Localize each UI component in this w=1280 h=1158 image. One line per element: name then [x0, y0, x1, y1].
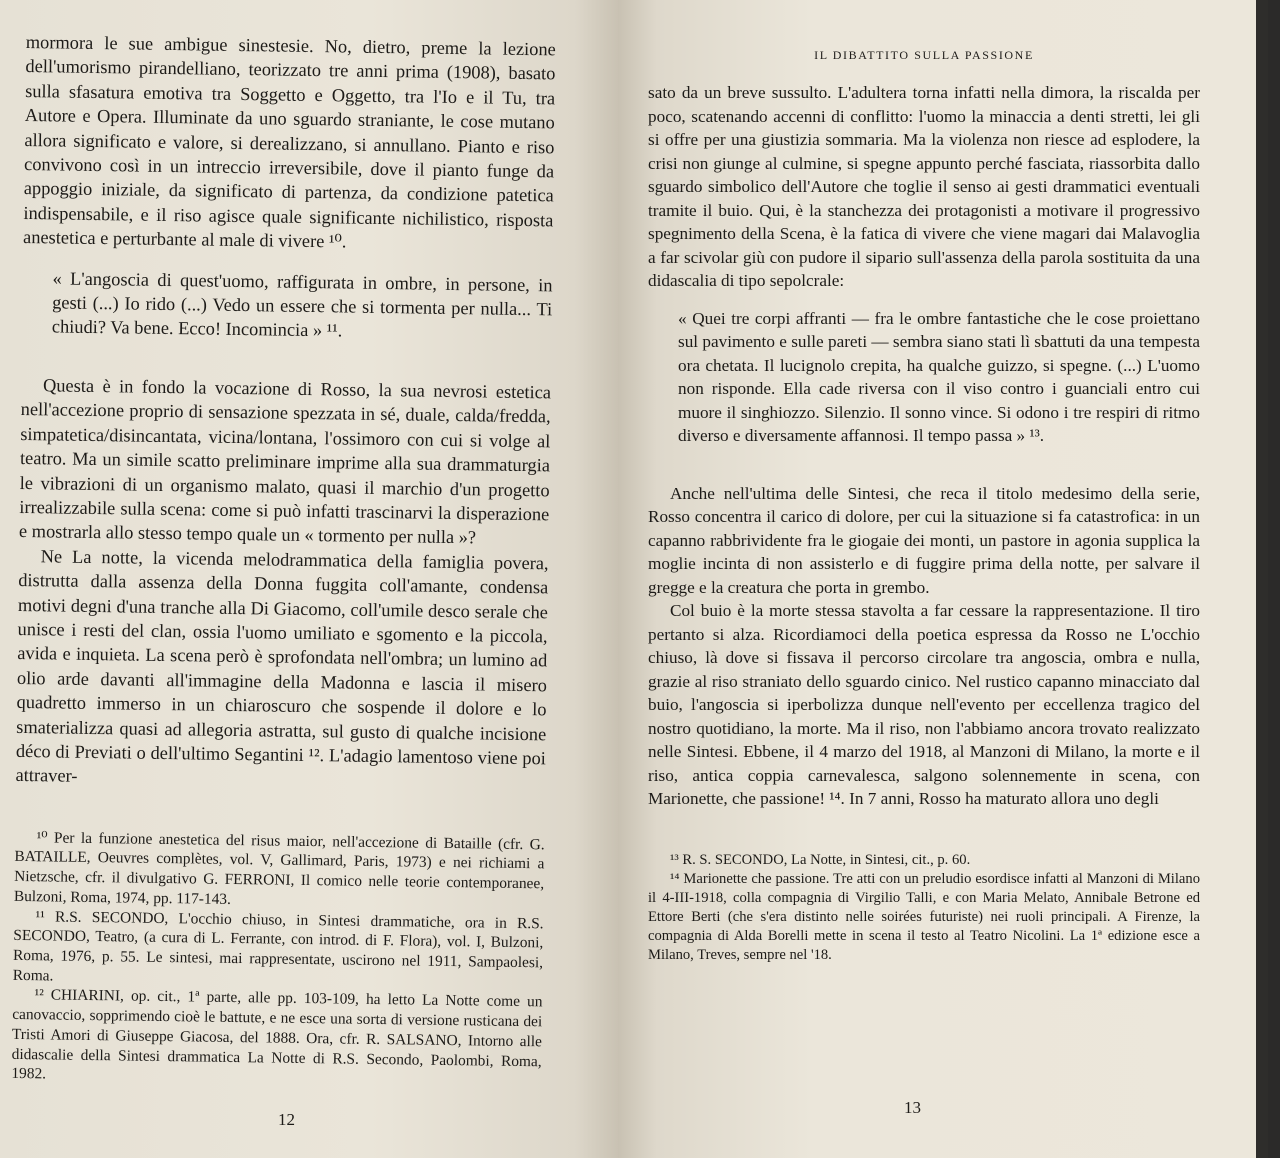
right-page — [618, 0, 1268, 1158]
page-edge-shadow — [1256, 0, 1268, 1158]
quotation: « Quei tre corpi affranti — fra le ombre fantastiche che le cose proiettano sul pavimento e sulle pareti — sembra siano stati lì sbattuti da una tempesta ora chetata. Il lucignolo crepita, ha qualche guizzo, si spegne. (...) L'uomo non risponde. Ella cade riversa con il viso contro i guanciali entro cui muore il singhiozzo. Silenzio. Il sonno vince. Si odono i tre respiri di ritmo diverso e diversamente affannosi. Il tempo passa » ¹³. — [678, 308, 1200, 445]
right-page-content — [648, 48, 1200, 965]
footnote: ¹² CHIARINI, op. cit., 1ª parte, alle pp. 103-109, ha letto La Notte come un canovaccio, sopprimendo cioè le battute, e ne esce una sorta di versione rusticana dei Tristi Amori di Giuseppe Giacosa, del 1888. Ora, cfr. R. SALSANO, Intorno alle didascalie della Sintesi drammatica La Notte di R.S. Secondo, Paolombi, Roma, 1982. — [11, 986, 543, 1083]
running-head: IL DIBATTITO SULLA PASSIONE — [814, 48, 1034, 62]
left-page — [0, 0, 618, 1158]
paragraph: mormora le sue ambigue sinestesie. No, dietro, preme la lezione dell'umorismo pirandelliano, teorizzato tre anni prima (1908), basato sulla sfasatura emotiva tra Soggetto e Oggetto, tra l'Io e il Tu, tra Autore e Opera. Illuminate da uno sguardo straniante, le cose mutano allora significato e valore, si derealizzano, si annullano. Pianto e riso convivono così in un intreccio irreversibile, dove il pianto funge da appoggio iniziale, da significato di partenza, da condizione patetica indispensabile, e il riso agisce quale significante nichilistico, risposta anestetica e perturbante al male di vivere ¹⁰. — [22, 31, 556, 252]
paragraph: sato da un breve sussulto. L'adultera torna infatti nella dimora, la riscalda per poco, scatenando accenni di conflitto: l'uomo la minaccia a denti stretti, lei gli si offre per una giustizia sommaria. Ma la violenza non riesce ad esplodere, la crisi non giunge al culmine, si spegne appunto perché fasciata, riassorbita dallo sguardo simbolico dell'Autore che toglie il senso ai gesti drammatici eventuali tramite il buio. Qui, è la stanchezza dei protagonisti a motivare il progressivo spegnimento della Scena, è la fatica di vivere che viene magari dai Malavoglia a far scivolar giù con pudore il sipario sull'assenza della parola sostituita da una didascalia di tipo sepolcrale: — [648, 83, 1200, 290]
paragraph: Anche nell'ultima delle Sintesi, che reca il titolo medesimo della serie, Rosso concentra il carico di dolore, per cui la situazione si fa catastrofica: in un capanno rabbrividente fra le giogaie dei monti, un pastore in agonia supplica la moglie incinta di non assisterlo e di fuggire prima della notte, per salvare il gregge e la creatura che porta in grembo. — [648, 483, 1200, 597]
left-page-content — [11, 30, 556, 1091]
footnote: ¹³ R. S. SECONDO, La Notte, in Sintesi, cit., p. 60. — [670, 851, 971, 868]
paragraph: Questa è in fondo la vocazione di Rosso, la sua nevrosi estetica nell'accezione proprio di sensazione spezzata in sé, duale, calda/fredda, simpatetica/disincantata, vicina/lontana, l'ossimoro con cui si volge al teatro. Ma un simile scatto preliminare imprime alla sua drammaturgia le vibrazioni di un organismo malato, quasi il marchio d'un progetto irrealizzabile sulla scena: come si può infatti trascinarvi la disperazione e mostrarla allo stesso tempo quale un « tormento per nulla »? — [18, 375, 552, 548]
page-number: 13 — [904, 1098, 921, 1117]
paragraph: Ne La notte, la vicenda melodrammatica della famiglia povera, distrutta dalla assenza della Donna fuggita coll'amante, condensa motivi degni d'una tranche alla Di Giacomo, coll'umile desco serale che unisce i resti del clan, ossia l'uomo umiliato e sgomento e la piccola, avida e inquieta. La scena però è sprofondata nell'ombra; un lumino ad olio arde davanti all'immagine della Madonna e lascia il misero quadretto immerso in un chiaroscuro che sospende il dolore e lo smaterializza quasi ad allegoria astratta, sul gusto di qualche incisione déco di Previati o dell'ultimo Segantini ¹². L'adagio lamentoso viene poi attraver- — [15, 545, 549, 787]
footnote: ¹⁰ Per la funzione anestetica del risus maior, nell'accezione di Bataille (cfr. G. BATAILLE, Oeuvres complètes, vol. V, Gallimard, Paris, 1973) e nei richiami a Nietzsche, cfr. il divulgativo G. FERRONI, Il comico nelle teorie contemporanee, Bulzoni, Roma, 1974, pp. 117-143. — [13, 829, 545, 908]
page-number: 12 — [278, 1110, 295, 1129]
quotation: « L'angoscia di quest'uomo, raffigurata in ombre, in persone, in gesti (...) Io rido (...) Vedo un essere che si tormenta per nulla... Ti chiudi? Va bene. Ecco! Incomincia » ¹¹. — [51, 268, 553, 341]
footnote: ¹¹ R.S. SECONDO, L'occhio chiuso, in Sintesi drammatiche, ora in R.S. SECONDO, Teatro, (a cura di L. Ferrante, con introd. di F. Flora), vol. I, Bulzoni, Roma, 1976, p. 55. Le sintesi, mai rappresentate, uscirono nel 1911, Sampaolesi, Roma. — [12, 907, 544, 985]
paragraph: Col buio è la morte stessa stavolta a far cessare la rappresentazione. Il tiro pertanto si alza. Ricordiamoci della poetica espressa da Rosso ne L'occhio chiuso, là dove si fissava il percorso circolare tra angoscia, ombra e nulla, grazie al riso straniato dello sguardo cinico. Nel rustico capanno minacciato dal buio, l'angoscia si iperbolizza dunque nell'evento per eccellenza tragico del nostro quotidiano, la morte. Ma il riso, non l'abbiamo ancora trovato realizzato nelle Sintesi. Ebbene, il 4 marzo del 1918, al Manzoni di Milano, la morte e il riso, antica coppia carnevalesca, salgono solennemente in scena, con Marionette, che passione! ¹⁴. In 7 anni, Rosso ha maturato allora uno degli — [648, 601, 1200, 808]
footnote: ¹⁴ Marionette che passione. Tre atti con un preludio esordisce infatti al Manzoni di Milano il 4-III-1918, colla compagnia di Virgilio Talli, e con Maria Melato, Annibale Betrone ed Ettore Berti (che s'era distinto nelle soirées futuriste) nei ruoli principali. A Firenze, la compagnia di Alda Borelli mette in scena il testo al Teatro Nicolini. La 1ª edizione esce a Milano, Treves, sempre nel '18. — [648, 870, 1200, 963]
